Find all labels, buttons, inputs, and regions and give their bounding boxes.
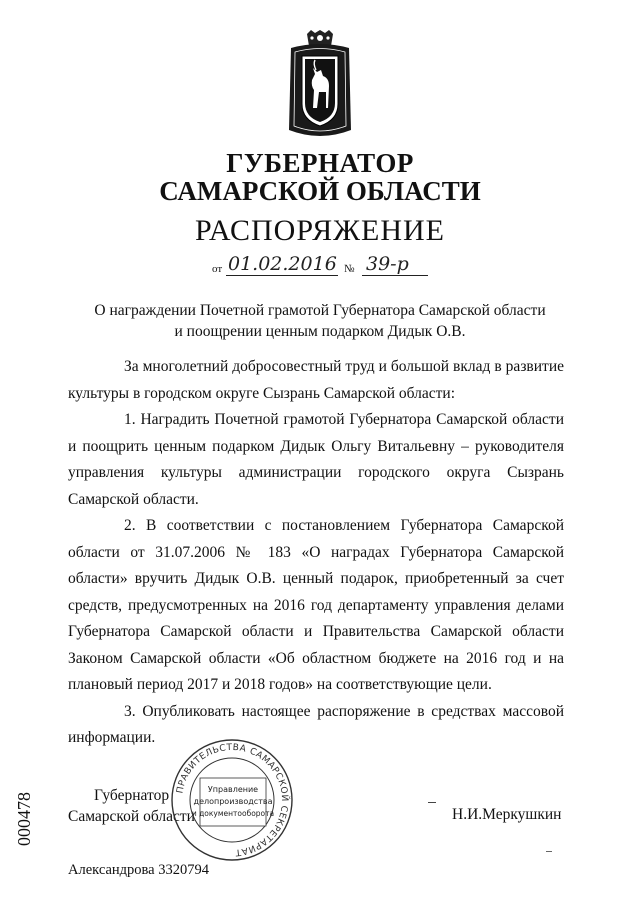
signatory-title-line-1: Губернатор	[94, 787, 170, 804]
subject-line-1: О награждении Почетной грамотой Губернатора Самарской области	[94, 302, 546, 319]
number-underline	[362, 275, 428, 276]
signatory-name: Н.И.Меркушкин	[452, 806, 562, 823]
number-value: 39-р	[366, 253, 409, 275]
margin-mark	[546, 851, 552, 852]
registration-number-text: 000478	[14, 792, 34, 846]
item-3-paragraph: 3. Опубликовать настоящее распоряжение в средствах массовой информации.	[68, 702, 564, 746]
coat-of-arms-icon	[285, 30, 355, 142]
signature-mark	[428, 802, 436, 803]
date-number-line	[212, 253, 442, 279]
subject-line-2: и поощрении ценным подарком Дидык О.В.	[174, 323, 466, 340]
official-stamp	[170, 738, 294, 862]
registration-number	[6, 778, 40, 848]
date-value: 01.02.2016	[228, 253, 337, 275]
item-1-paragraph: 1. Наградить Почетной грамотой Губернатора Самарской области и поощрить ценным подарком Дидык Ольгу Витальевну – руководителя управления культуры администрации городского округа Сызрань Самарской области.	[68, 411, 564, 508]
number-label: №	[344, 263, 355, 275]
signatory-title-line-2: Самарской области	[68, 808, 195, 825]
stamp-inner-line-2: делопроизводства	[193, 797, 273, 806]
issuer-region: САМАРСКОЙ ОБЛАСТИ	[159, 176, 481, 206]
document-subject	[60, 300, 580, 342]
issuer-title: ГУБЕРНАТОР	[226, 148, 414, 178]
date-underline	[226, 275, 338, 276]
document-type: РАСПОРЯЖЕНИЕ	[194, 214, 446, 247]
executor-line: Александрова 3320794	[68, 862, 209, 878]
document-body	[68, 354, 564, 752]
date-label: от	[212, 263, 223, 275]
stamp-ring-text: ПРАВИТЕЛЬСТВА САМАРСКОЙ СЕКРЕТАРИАТ	[175, 742, 290, 857]
preamble-paragraph: За многолетний добросовестный труд и большой вклад в развитие культуры в городском округе Сызрань Самарской области:	[68, 358, 564, 402]
stamp-inner-line-3: и документооборота	[191, 809, 275, 818]
stamp-inner-line-1: Управление	[207, 785, 259, 794]
item-2-paragraph: 2. В соответствии с постановлением Губернатора Самарской области от 31.07.2006 № 183 «О наградах Губернатора Самарской области» вручить Дидык О.В. ценный подарок, приобретенный за счет средств, предусмотренных на 2016 год департаменту управления делами Губернатора Самарской области и Правительства Самарской области Законом Самарской области «Об областном бюджете на 2016 год и на плановый период 2017 и 2018 годов» на соответствующие цели.	[68, 517, 564, 693]
